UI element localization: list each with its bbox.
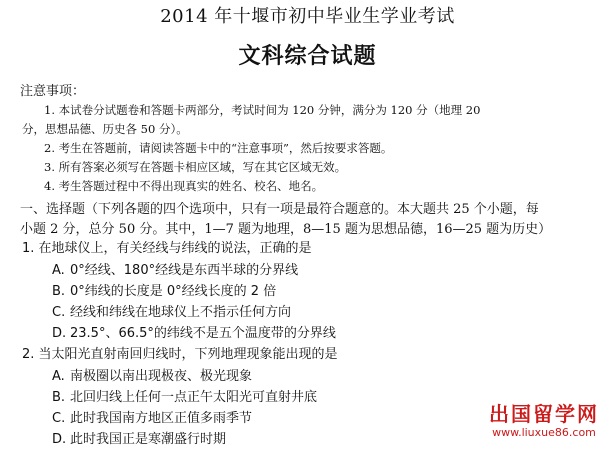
notice-heading: 注意事项：: [20, 84, 86, 99]
option-text: 经线和纬线在地球仪上不指示任何方向: [70, 305, 292, 320]
question-option: [20, 366, 605, 387]
notice-list: [22, 101, 602, 196]
question-stem: 1. 在地球仪上，有关经线与纬线的说法，正确的是: [22, 241, 312, 256]
notice-item-4: 4. 考生答题过程中不得出现真实的姓名、校名、地名。: [44, 179, 324, 193]
watermark-name: 出国留学网: [489, 402, 599, 426]
option-text: 北回归线上任何一点正午太阳光可直射井底: [70, 390, 318, 405]
section-heading-line-2: 小题 2 分，总分 50 分。其中，1—7 题为地理，8—15 题为思想品德，16—25 题为历史）: [20, 222, 552, 237]
notice-item-3: 3. 所有答案必须写在答题卡相应区域，写在其它区域无效。: [44, 160, 347, 174]
option-text: 0°纬线的长度是 0°经线长度的 2 倍: [70, 284, 277, 299]
option-text: 南极圈以南出现极夜、极光现象: [70, 369, 253, 384]
question-stem: 2. 当太阳光直射南回归线时，下列地理现象能出现的是: [22, 347, 338, 362]
option-letter: A.: [52, 369, 65, 384]
notice-item-1-continued: 分，思想品德、历史各 50 分）。: [22, 122, 188, 136]
option-letter: A.: [52, 263, 65, 278]
notice-item-2: 2. 考生在答题前，请阅读答题卡中的“注意事项”，然后按要求答题。: [44, 141, 393, 155]
option-letter: B.: [52, 390, 66, 405]
option-letter: C.: [52, 305, 66, 320]
question-option: [20, 281, 605, 302]
option-letter: C.: [52, 411, 66, 426]
exam-subtitle: 文科综合试题: [238, 44, 377, 69]
question-option: [20, 323, 605, 344]
exam-title: 2014 年十堰市初中毕业生学业考试: [160, 6, 455, 27]
option-text: 此时我国南方地区正值多雨季节: [70, 411, 253, 426]
watermark-url: www.liuxue86.com: [492, 426, 596, 439]
section-heading: [20, 200, 605, 240]
option-letter: B.: [52, 284, 66, 299]
question-option: [20, 302, 605, 323]
option-letter: D.: [52, 326, 67, 341]
notice-item-1: 1. 本试卷分试题卷和答题卡两部分，考试时间为 120 分钟，满分为 120 分（地理 20: [44, 103, 481, 117]
question-option: [20, 260, 605, 281]
option-text: 0°经线、180°经线是东西半球的分界线: [70, 263, 299, 278]
question-1: [20, 238, 605, 344]
watermark-link[interactable]: [479, 402, 609, 444]
option-text: 此时我国正是寒潮盛行时期: [70, 432, 227, 447]
section-heading-line-1: 一、选择题（下列各题的四个选项中，只有一项是最符合题意的。本大题共 25 个小题，每: [20, 202, 539, 217]
option-text: 23.5°、66.5°的纬线不是五个温度带的分界线: [70, 326, 336, 341]
option-letter: D.: [52, 432, 67, 447]
